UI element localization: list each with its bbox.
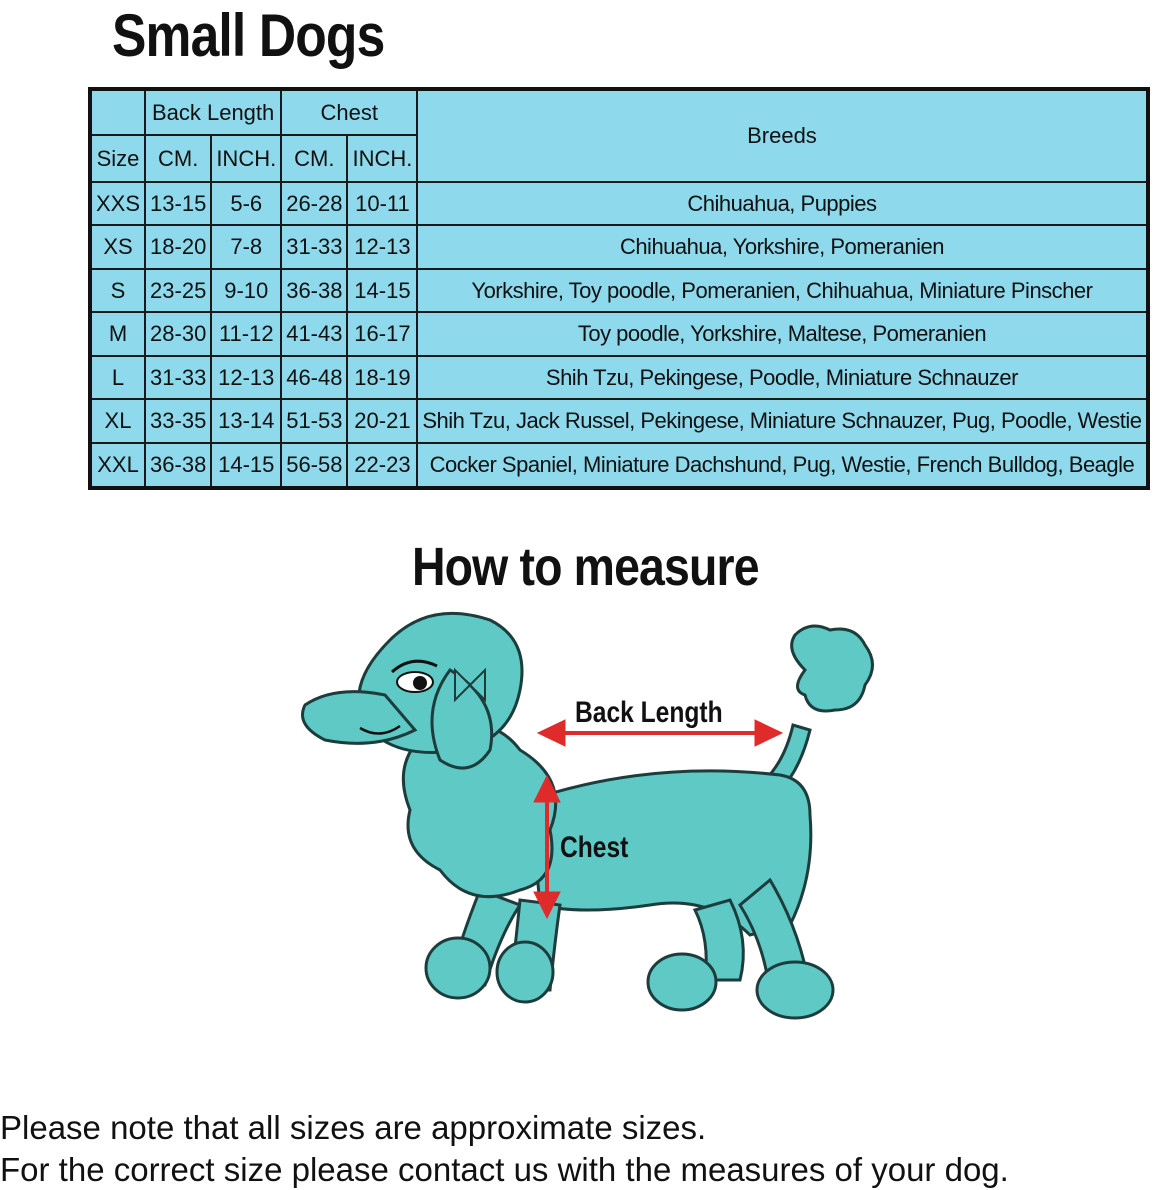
chest-inch-cell: 16-17	[347, 312, 417, 355]
chest-inch-cell: 20-21	[347, 399, 417, 442]
table-row	[90, 356, 1148, 399]
chest-cm-cell: 31-33	[281, 225, 347, 268]
chest-cm-cell: 46-48	[281, 356, 347, 399]
back-inch-cell: 12-13	[211, 356, 281, 399]
leg-pom-icon	[757, 962, 833, 1018]
note-line-2: For the correct size please contact us with the measures of your dog.	[0, 1151, 1009, 1188]
header-back-inch: INCH.	[211, 135, 281, 182]
breeds-cell: Toy poodle, Yorkshire, Maltese, Pomeranien	[417, 312, 1147, 355]
chest-inch-cell: 22-23	[347, 443, 417, 488]
breeds-cell: Yorkshire, Toy poodle, Pomeranien, Chihuahua, Miniature Pinscher	[417, 269, 1147, 312]
header-size: Size	[90, 135, 145, 182]
back-cm-cell: 18-20	[145, 225, 211, 268]
chest-cm-cell: 41-43	[281, 312, 347, 355]
table-row	[90, 225, 1148, 268]
back-inch-cell: 14-15	[211, 443, 281, 488]
back-cm-cell: 31-33	[145, 356, 211, 399]
size-cell: S	[90, 269, 145, 312]
size-cell: XXL	[90, 443, 145, 488]
leg-pom-icon	[497, 942, 553, 1002]
chest-inch-cell: 12-13	[347, 225, 417, 268]
back-cm-cell: 13-15	[145, 182, 211, 225]
note-line-1: Please note that all sizes are approximate sizes.	[0, 1109, 707, 1146]
back-length-label: Back Length	[575, 696, 723, 729]
header-chest-inch: INCH.	[347, 135, 417, 182]
header-back-cm: CM.	[145, 135, 211, 182]
breeds-cell: Chihuahua, Puppies	[417, 182, 1147, 225]
table-row	[90, 399, 1148, 442]
table-row	[90, 443, 1148, 488]
back-cm-cell: 36-38	[145, 443, 211, 488]
size-cell: XL	[90, 399, 145, 442]
back-cm-cell: 28-30	[145, 312, 211, 355]
back-cm-cell: 23-25	[145, 269, 211, 312]
header-chest-cm: CM.	[281, 135, 347, 182]
size-table	[88, 87, 1150, 490]
chest-inch-cell: 10-11	[347, 182, 417, 225]
back-inch-cell: 5-6	[211, 182, 281, 225]
tail-pom-icon	[792, 626, 873, 711]
size-cell: XS	[90, 225, 145, 268]
table-row	[90, 269, 1148, 312]
back-inch-cell: 11-12	[211, 312, 281, 355]
page-title: Small Dogs	[112, 2, 385, 69]
chest-cm-cell: 36-38	[281, 269, 347, 312]
back-cm-cell: 33-35	[145, 399, 211, 442]
chest-inch-cell: 14-15	[347, 269, 417, 312]
chest-cm-cell: 51-53	[281, 399, 347, 442]
back-inch-cell: 7-8	[211, 225, 281, 268]
size-cell: XXS	[90, 182, 145, 225]
back-inch-cell: 13-14	[211, 399, 281, 442]
size-cell: M	[90, 312, 145, 355]
breeds-cell: Chihuahua, Yorkshire, Pomeranien	[417, 225, 1147, 268]
header-chest: Chest	[281, 89, 417, 135]
breeds-cell: Cocker Spaniel, Miniature Dachshund, Pug, Westie, French Bulldog, Beagle	[417, 443, 1147, 488]
table-row	[90, 182, 1148, 225]
leg-pom-icon	[648, 954, 716, 1010]
measure-title: How to measure	[412, 537, 759, 597]
chest-cm-cell: 26-28	[281, 182, 347, 225]
table-header-row	[90, 89, 1148, 135]
table-row	[90, 312, 1148, 355]
breeds-cell: Shih Tzu, Jack Russel, Pekingese, Miniature Schnauzer, Pug, Poodle, Westie	[417, 399, 1147, 442]
chest-cm-cell: 56-58	[281, 443, 347, 488]
header-breeds: Breeds	[417, 89, 1147, 182]
header-back-length: Back Length	[145, 89, 281, 135]
breeds-cell: Shih Tzu, Pekingese, Poodle, Miniature Schnauzer	[417, 356, 1147, 399]
back-inch-cell: 9-10	[211, 269, 281, 312]
leg-pom-icon	[426, 938, 490, 998]
chest-label: Chest	[560, 831, 629, 864]
chest-inch-cell: 18-19	[347, 356, 417, 399]
header-blank	[90, 89, 145, 135]
size-cell: L	[90, 356, 145, 399]
